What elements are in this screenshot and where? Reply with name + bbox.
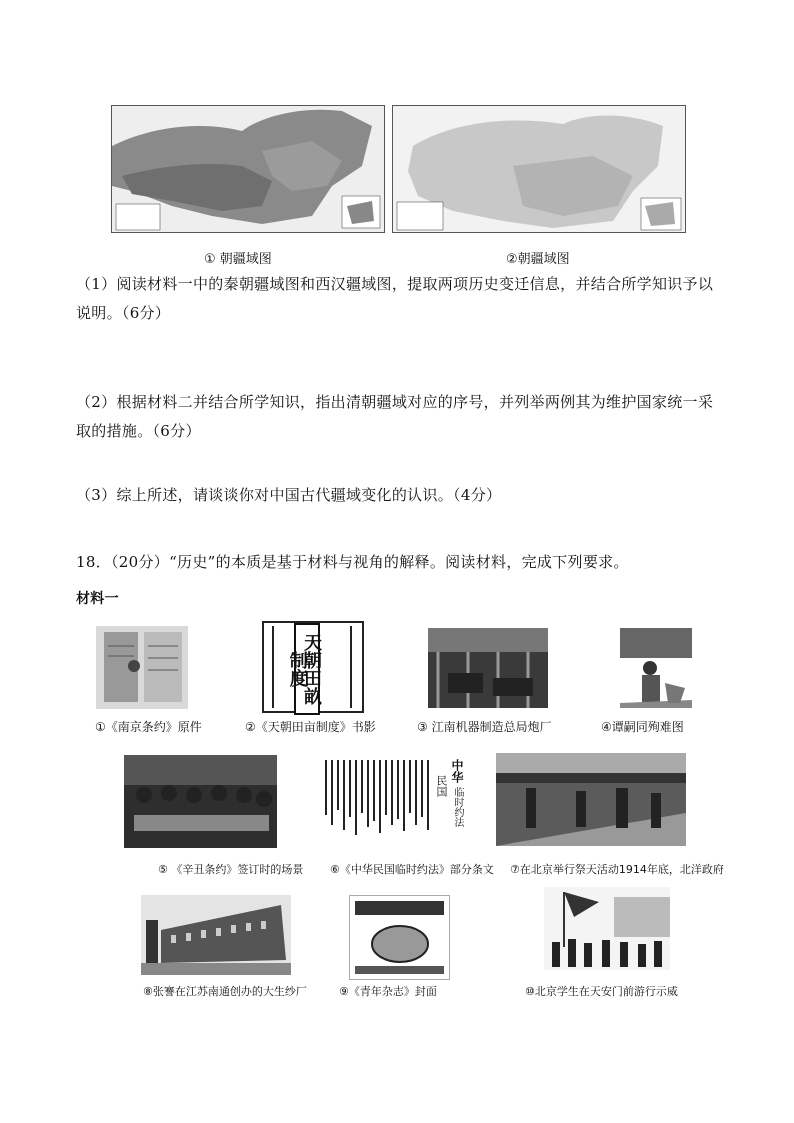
- tiananmen-march-photo: [544, 887, 670, 970]
- dasheng-caption: ⑧张謇在江苏南通创办的大生纱厂: [143, 985, 307, 998]
- tan-sitong-photo: [620, 628, 692, 708]
- new-youth-caption: ⑨《青年杂志》封面: [339, 985, 437, 998]
- nanjing-treaty-caption: ①《南京条约》原件: [95, 720, 202, 734]
- provisional-constitution-photo: [318, 755, 468, 842]
- new-youth-cover-photo: [349, 895, 450, 980]
- worship-caption: ⑦在北京举行祭天活动1914年底，北洋政府: [510, 863, 724, 876]
- constitution-text-3: 临时约法: [452, 787, 463, 827]
- tianchao-caption: ②《天朝田亩制度》书影: [245, 720, 376, 734]
- question-18-intro: 18．（20分）“历史”的本质是基于材料与视角的解释。阅读材料，完成下列要求。: [76, 553, 629, 571]
- material-one-heading: 材料一: [76, 591, 119, 607]
- nanjing-treaty-photo: [96, 626, 188, 709]
- xinchou-treaty-photo: [124, 755, 277, 848]
- dasheng-mill-photo: [141, 895, 291, 975]
- han-map-image: [392, 105, 686, 233]
- jiangnan-arsenal-photo: [428, 628, 548, 708]
- question-2: （2）根据材料二并结合所学知识，指出清朝疆域对应的序号，并列举两例其为维护国家统一采取的措施。（6分）: [76, 393, 714, 440]
- worship-heaven-photo: [496, 753, 686, 846]
- tiananmen-caption: ⑩北京学生在天安门前游行示威: [525, 985, 678, 998]
- tianchao-book-photo: [262, 621, 364, 713]
- tianchao-book-title: 天朝田畝制度: [294, 623, 320, 715]
- qin-map-caption: ① 朝疆域图: [204, 252, 272, 267]
- xinchou-caption: ⑤ 《辛丑条约》签订时的场景: [158, 863, 304, 876]
- tan-sitong-caption: ④谭嗣同殉难图: [601, 720, 684, 734]
- constitution-text-2: 民国: [435, 775, 448, 797]
- han-map-caption: ②朝疆域图: [506, 252, 570, 267]
- constitution-caption: ⑥《中华民国临时约法》部分条文: [330, 863, 494, 876]
- constitution-text-1: 中华: [450, 759, 464, 783]
- question-3: （3）综上所述，请谈谈你对中国古代疆域变化的认识。（4分）: [76, 486, 502, 504]
- question-1: （1）阅读材料一中的秦朝疆域图和西汉疆域图，提取两项历史变迁信息，并结合所学知识予以说明。（6分）: [76, 275, 714, 322]
- qin-map-image: [111, 105, 385, 233]
- jiangnan-caption: ③ 江南机器制造总局炮厂: [417, 720, 552, 734]
